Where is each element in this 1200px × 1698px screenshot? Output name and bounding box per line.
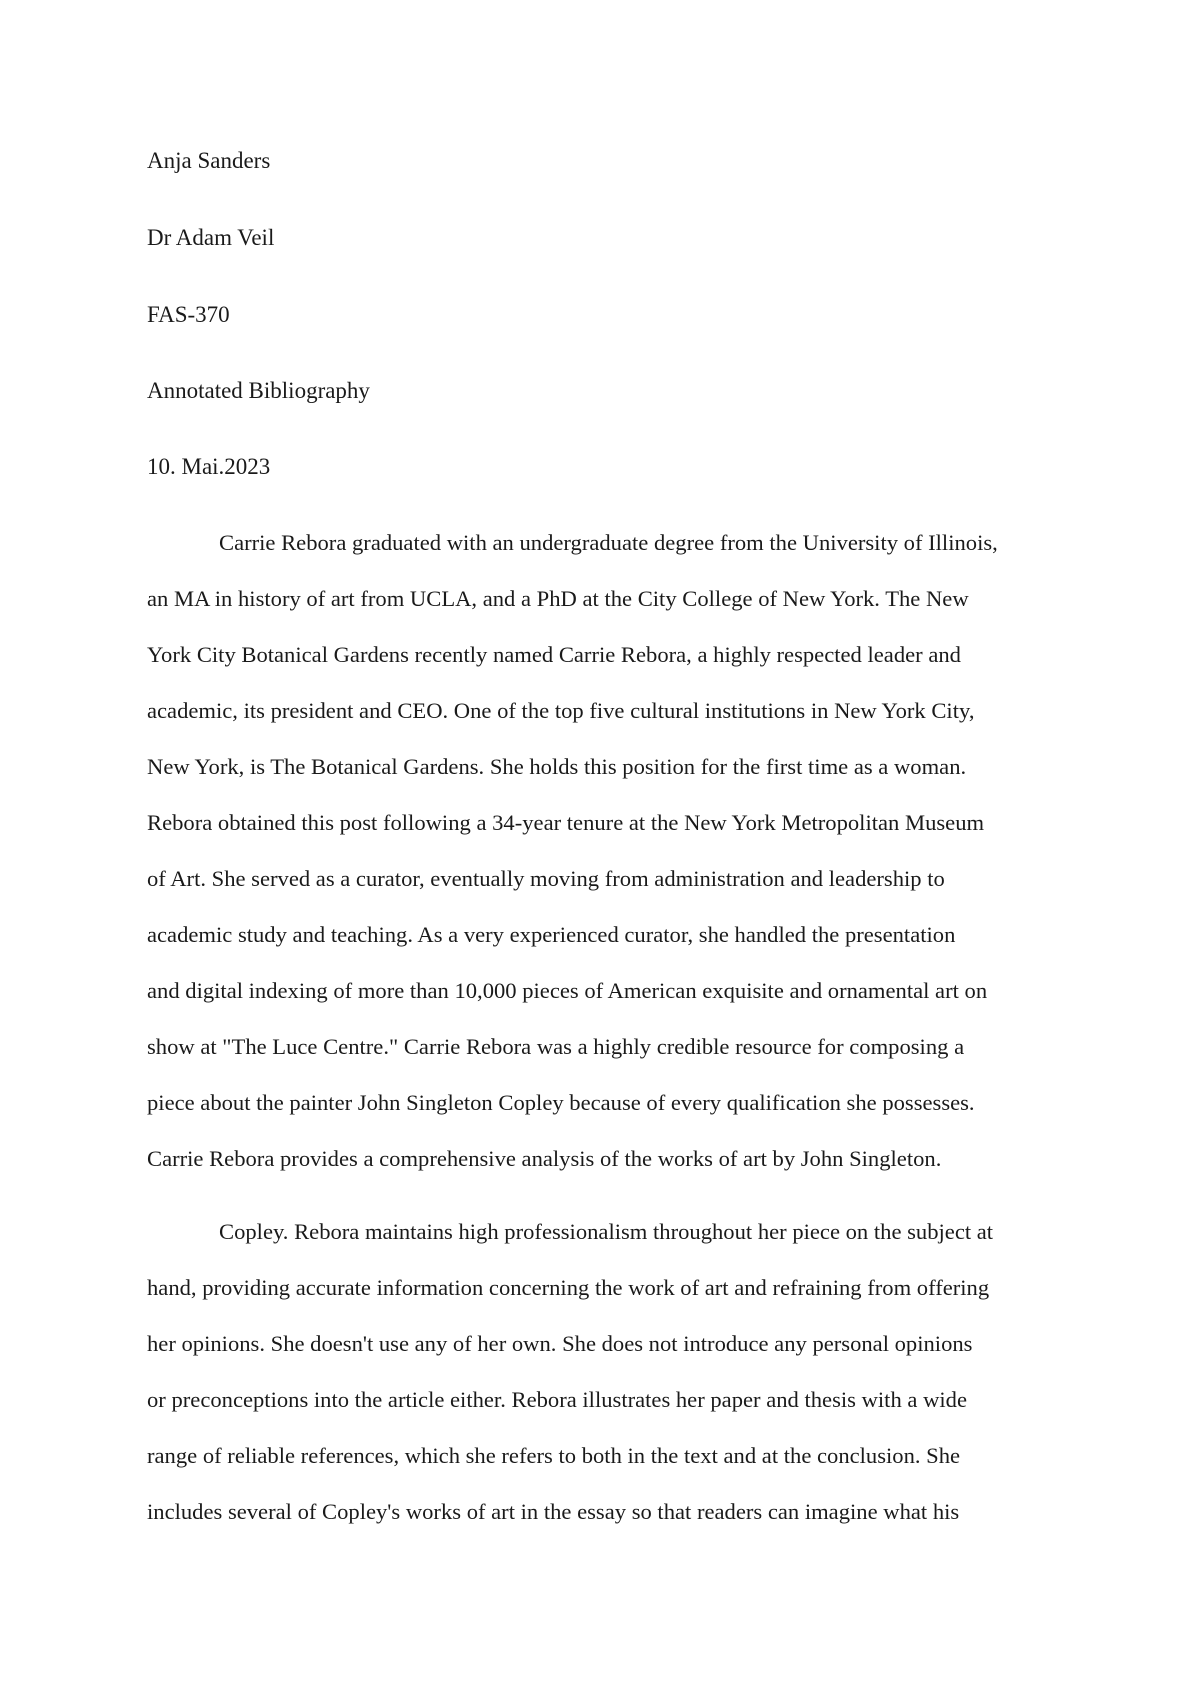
paragraph-line: York City Botanical Gardens recently named Carrie Rebora, a highly respected leader and xyxy=(147,642,961,667)
instructor-name: Dr Adam Veil xyxy=(147,225,275,250)
student-name: Anja Sanders xyxy=(147,148,271,173)
paragraph-line: academic, its president and CEO. One of the top five cultural institutions in New York City, xyxy=(147,698,975,723)
paragraph-line: and digital indexing of more than 10,000 pieces of American exquisite and ornamental art on xyxy=(147,978,988,1003)
paragraph-line: show at "The Luce Centre." Carrie Rebora was a highly credible resource for composing a xyxy=(147,1034,965,1059)
paragraph-line: piece about the painter John Singleton Copley because of every qualification she possesses. xyxy=(147,1090,975,1115)
paragraph-line: Carrie Rebora provides a comprehensive analysis of the works of art by John Singleton. xyxy=(147,1146,942,1171)
course-code: FAS-370 xyxy=(147,302,230,327)
paragraph-line: range of reliable references, which she refers to both in the text and at the conclusion. She xyxy=(147,1443,961,1468)
paragraph-line: New York, is The Botanical Gardens. She holds this position for the first time as a woman. xyxy=(147,754,967,779)
paragraph-line: includes several of Copley's works of art in the essay so that readers can imagine what his xyxy=(147,1499,960,1524)
paragraph-line: or preconceptions into the article either. Rebora illustrates her paper and thesis with a wide xyxy=(147,1387,968,1412)
paragraph-line: of Art. She served as a curator, eventually moving from administration and leadership to xyxy=(147,866,945,891)
paragraph-line: hand, providing accurate information concerning the work of art and refraining from offering xyxy=(147,1275,990,1300)
paragraph-line: an MA in history of art from UCLA, and a PhD at the City College of New York. The New xyxy=(147,586,969,611)
paragraph-line: Carrie Rebora graduated with an undergraduate degree from the University of Illinois, xyxy=(219,530,998,555)
paragraph-line: Rebora obtained this post following a 34-year tenure at the New York Metropolitan Museum xyxy=(147,810,985,835)
paragraph-line: her opinions. She doesn't use any of her own. She does not introduce any personal opinions xyxy=(147,1331,973,1356)
document-date: 10. Mai.2023 xyxy=(147,454,271,479)
paragraph-line: Copley. Rebora maintains high professionalism throughout her piece on the subject at xyxy=(219,1219,994,1244)
body-paragraph-2 xyxy=(147,1204,1065,1540)
assignment-title: Annotated Bibliography xyxy=(147,378,370,403)
body-paragraph-1 xyxy=(147,515,1065,1187)
paragraph-line: academic study and teaching. As a very experienced curator, she handled the presentation xyxy=(147,922,956,947)
